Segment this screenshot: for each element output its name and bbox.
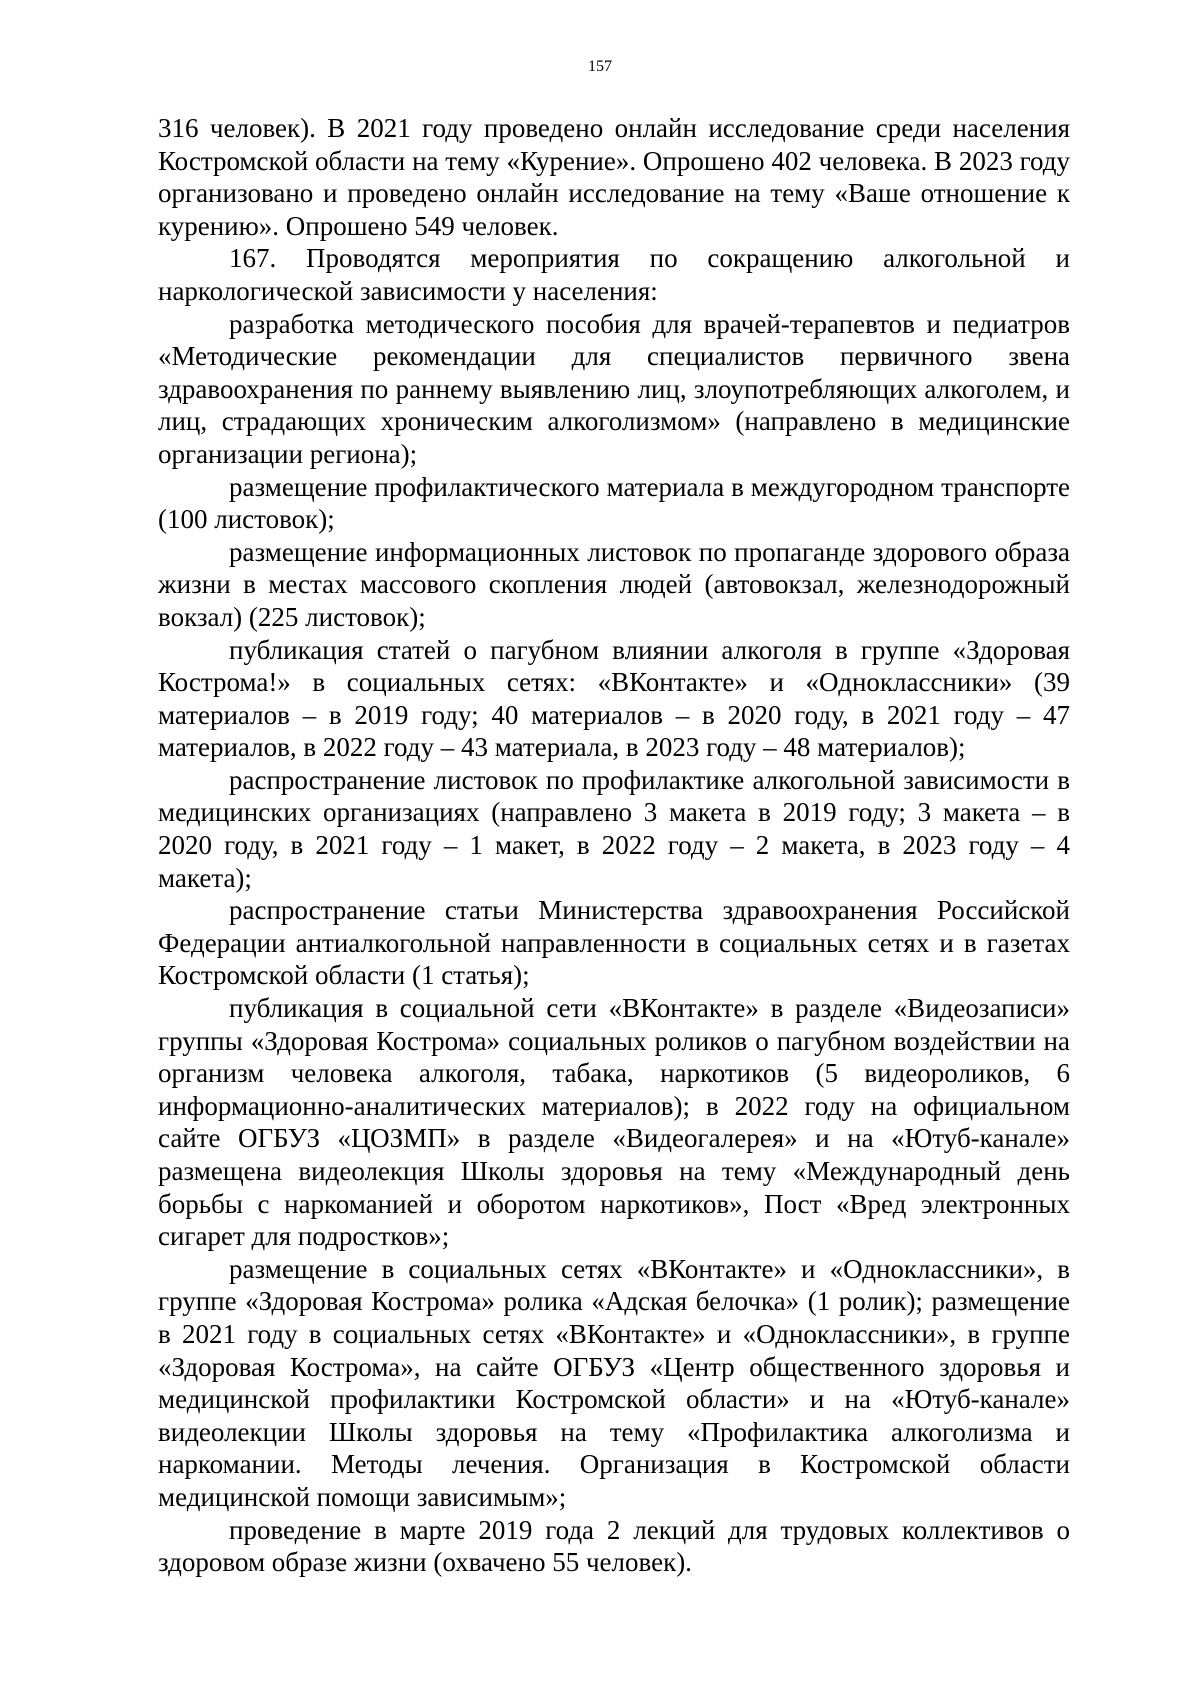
document-body	[158, 112, 1070, 1579]
paragraph-social-publications: публикация статей о пагубном влиянии алкоголя в группе «Здоровая Кострома!» в социальных сетях: «ВКонтакте» и «Одноклассники» (39 материалов – в 2019 году; 40 материалов – в 2020 году, в 2021 году – 47 материалов, в 2022 году – 43 материала, в 2023 году – 48 материалов);	[158, 634, 1070, 763]
paragraph-social-placement: размещение в социальных сетях «ВКонтакте» и «Одноклассники», в группе «Здоровая Кострома» ролика «Адская белочка» (1 ролик); размещение в 2021 году в социальных сетях «ВКонтакте» и «Одноклассники», в группе «Здоровая Кострома», на сайте ОГБУЗ «Центр общественного здоровья и медицинской профилактики Костромской области» и на «Ютуб-канале» видеолекции Школы здоровья на тему «Профилактика алкоголизма и наркомании. Методы лечения. Организация в Костромской области медицинской помощи зависимым»;	[158, 1253, 1070, 1512]
paragraph-transport-materials: размещение профилактического материала в междугородном транспорте (100 листовок);	[158, 471, 1070, 535]
paragraph-methodical-manual: разработка методического пособия для врачей-терапевтов и педиатров «Методические рекомендации для специалистов первичного звена здравоохранения по раннему выявлению лиц, злоупотребляющих алкоголем, и лиц, страдающих хроническим алкоголизмом» (направлено в медицинские организации региона);	[158, 308, 1070, 469]
paragraph-ministry-article: распространение статьи Министерства здравоохранения Российской Федерации антиалкогольной направленности в социальных сетях и в газетах Костромской области (1 статья);	[158, 895, 1070, 991]
paragraph-continuation: 316 человек). В 2021 году проведено онлайн исследование среди населения Костромской области на тему «Курение». Опрошено 402 человека. В 2023 году организовано и проведено онлайн исследование на тему «Ваше отношение к курению». Опрошено 549 человек.	[158, 113, 1070, 241]
paragraph-vk-video: публикация в социальной сети «ВКонтакте» в разделе «Видеозаписи» группы «Здоровая Кострома» социальных роликов о пагубном воздействии на организм человека алкоголя, табака, наркотиков (5 видеороликов, 6 информационно-аналитических материалов); в 2022 году на официальном сайте ОГБУЗ «ЦОЗМП» в разделе «Видеогалерея» и на «Ютуб-канале» размещена видеолекция Школы здоровья на тему «Международный день борьбы с наркоманией и оборотом наркотиков», Пост «Вред электронных сигарет для подростков»;	[158, 993, 1070, 1252]
paragraph-leaflet-distribution: распространение листовок по профилактике алкогольной зависимости в медицинских организациях (направлено 3 макета в 2019 году; 3 макета – в 2020 году, в 2021 году – 1 макет, в 2022 году – 2 макета, в 2023 году – 4 макета);	[158, 764, 1070, 893]
page-number: 157	[588, 58, 612, 75]
paragraph-lectures: проведение в марте 2019 года 2 лекций для трудовых коллективов о здоровом образе жизни (охвачено 55 человек).	[158, 1514, 1070, 1578]
paragraph-item-167: 167. Проводятся мероприятия по сокращению алкогольной и наркологической зависимости у населения:	[158, 243, 1070, 306]
paragraph-info-leaflets: размещение информационных листовок по пропаганде здорового образа жизни в местах массового скопления людей (автовокзал, железнодорожный вокзал) (225 листовок);	[158, 536, 1070, 632]
